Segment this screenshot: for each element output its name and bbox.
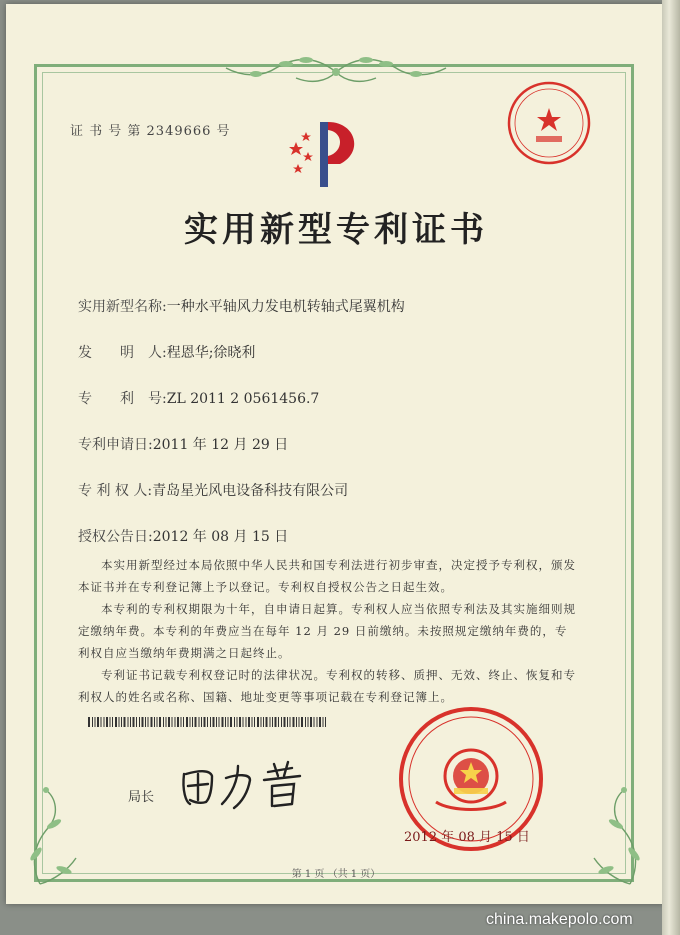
paragraph-grant: 本实用新型经过本局依照中华人民共和国专利法进行初步审查，决定授予专利权，颁发本证书并在专利登记簿上予以登记。专利权自授权公告之日起生效。 [78, 558, 576, 594]
top-ornament-icon [216, 54, 456, 90]
field-label: 发 明 人: [78, 345, 167, 361]
certificate-number: 证 书 号 第 2349666 号 [70, 124, 231, 139]
electronic-application-seal [504, 78, 594, 168]
field-label: 实用新型名称: [78, 299, 167, 315]
field-patentee [78, 480, 348, 500]
page-number: 第 1 页 （共 1 页） [291, 869, 381, 880]
certificate-paper [6, 4, 666, 904]
field-value: 2011 年 12 月 29 日 [152, 437, 289, 453]
field-label: 专 利 号: [78, 391, 167, 407]
field-label: 授权公告日: [78, 529, 153, 545]
watermark: china.makepolo.com [486, 911, 633, 928]
field-application-date [78, 434, 288, 454]
field-value: ZL 2011 2 0561456.7 [166, 391, 320, 407]
field-label: 专利申请日: [78, 437, 153, 453]
field-value: 程恩华;徐晓利 [166, 345, 256, 361]
field-grant-date [78, 526, 288, 546]
field-inventor [78, 342, 255, 362]
certificate-title: 实用新型专利证书 [184, 210, 488, 250]
field-patent-number [78, 388, 319, 408]
field-value: 2012 年 08 月 15 日 [152, 529, 289, 545]
field-value: 青岛星光风电设备科技有限公司 [152, 483, 349, 499]
certificate-body [78, 554, 578, 708]
paragraph-legal-status: 专利证书记载专利权登记时的法律状况。专利权的转移、质押、无效、终止、恢复和专利权人的姓名或名称、国籍、地址变更等事项记载在专利登记簿上。 [78, 668, 576, 704]
barcode [88, 717, 328, 727]
director-label: 局长 [128, 790, 155, 805]
seal-date: 2012 年 08 月 15 日 [404, 830, 530, 845]
paragraph-term: 本专利的专利权期限为十年，自申请日起算。专利权人应当依照专利法及其实施细则规定缴纳年费。本专利的年费应当在每年 12 月 29 日前缴纳。未按照规定缴纳年费的，专利权自应当缴纳年费期满之日起终止。 [78, 602, 576, 660]
director-signature [176, 756, 316, 816]
sipo-logo-icon [276, 112, 366, 192]
field-label: 专 利 权 人: [78, 483, 153, 499]
field-utility-model-name [78, 296, 405, 316]
field-value: 一种水平轴风力发电机转轴式尾翼机构 [166, 299, 405, 315]
scan-edge-strip [662, 0, 680, 935]
